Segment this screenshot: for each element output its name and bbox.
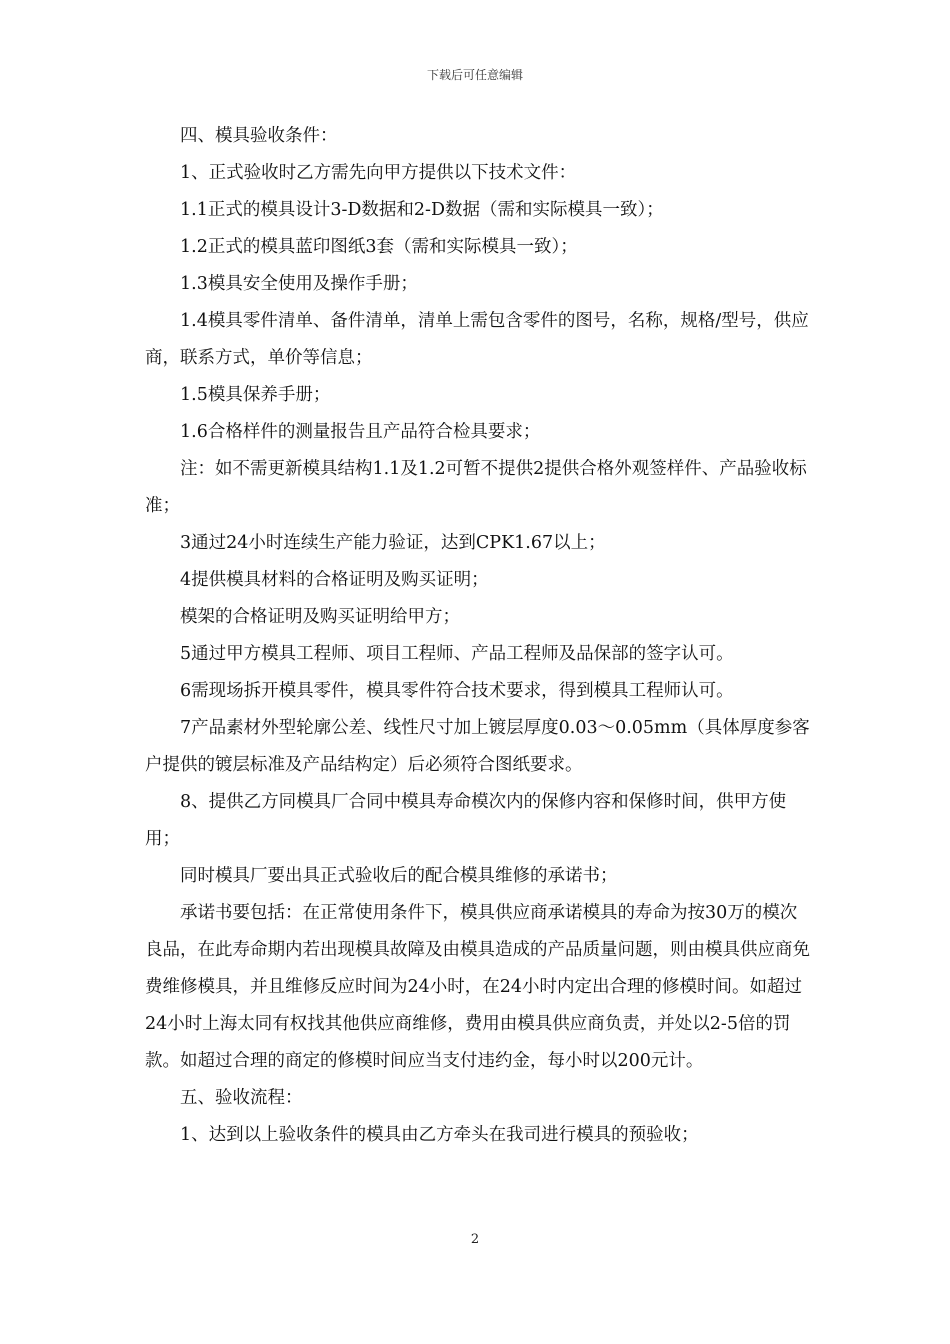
paragraph: 模架的合格证明及购买证明给甲方； bbox=[180, 607, 460, 627]
document-body bbox=[145, 118, 810, 1154]
paragraph-note: 注：如不需更新模具结构1.1及1.2可暂不提供2提供合格外观签样件、产品验收标准； bbox=[145, 459, 807, 516]
paragraph-commitment: 承诺书要包括：在正常使用条件下，模具供应商承诺模具的寿命为按30万的模次良品，在此寿命期内若出现模具故障及由模具造成的产品质量问题，则由模具供应商免费维修模具，并且维修反应时间为24小时，在24小时内定出合理的修模时间。如超过24小时上海太同有权找其他供应商维修，费用由模具供应商负责，并处以2-5倍的罚款。如超过合理的商定的修模时间应当支付违约金，每小时以200元计。 bbox=[145, 903, 810, 1071]
paragraph: 1、达到以上验收条件的模具由乙方牵头在我司进行模具的预验收； bbox=[180, 1125, 699, 1145]
paragraph: 4提供模具材料的合格证明及购买证明； bbox=[180, 570, 489, 590]
paragraph: 1.6合格样件的测量报告且产品符合检具要求； bbox=[180, 422, 541, 442]
paragraph: 同时模具厂要出具正式验收后的配合模具维修的承诺书； bbox=[180, 866, 618, 886]
page-number: 2 bbox=[470, 1232, 480, 1247]
paragraph: 7产品素材外型轮廓公差、线性尺寸加上镀层厚度0.03～0.05mm（具体厚度参客户提供的镀层标准及产品结构定）后必须符合图纸要求。 bbox=[145, 718, 810, 775]
paragraph: 1、正式验收时乙方需先向甲方提供以下技术文件： bbox=[180, 163, 577, 183]
page-header-note: 下载后可任意编辑 bbox=[426, 68, 523, 82]
paragraph: 6需现场拆开模具零件，模具零件符合技术要求，得到模具工程师认可。 bbox=[180, 681, 734, 701]
paragraph: 8、提供乙方同模具厂合同中模具寿命模次内的保修内容和保修时间，供甲方使用； bbox=[145, 792, 787, 849]
paragraph: 1.2正式的模具蓝印图纸3套（需和实际模具一致）； bbox=[180, 237, 578, 257]
paragraph: 1.5模具保养手册； bbox=[180, 385, 331, 405]
paragraph: 1.3模具安全使用及操作手册； bbox=[180, 274, 418, 294]
section-heading-acceptance-conditions: 四、模具验收条件： bbox=[180, 126, 338, 146]
paragraph: 5通过甲方模具工程师、项目工程师、产品工程师及品保部的签字认可。 bbox=[180, 644, 734, 664]
section-heading-acceptance-process: 五、验收流程： bbox=[180, 1088, 303, 1108]
paragraph: 1.4模具零件清单、备件清单，清单上需包含零件的图号，名称，规格/型号，供应商，联系方式，单价等信息； bbox=[145, 311, 809, 368]
paragraph: 1.1正式的模具设计3-D数据和2-D数据（需和实际模具一致）； bbox=[180, 200, 664, 220]
paragraph: 3通过24小时连续生产能力验证，达到CPK1.67以上； bbox=[180, 533, 606, 553]
